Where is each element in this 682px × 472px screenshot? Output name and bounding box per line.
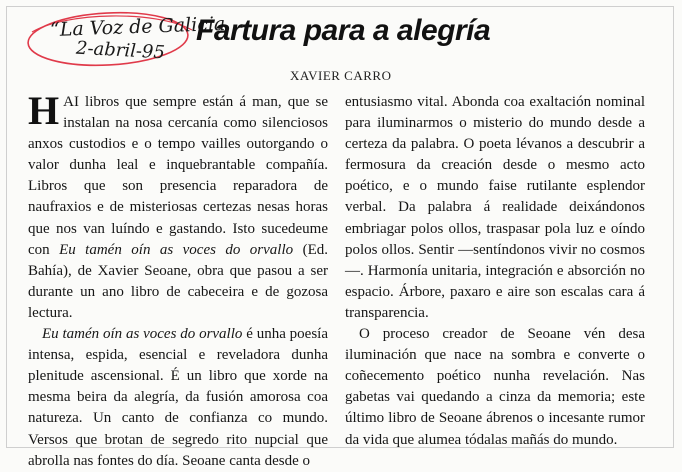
paragraph-text: libros que sempre están á man, que se instalan na nosa cercanía como silenciosos anxos custodios e o tempo vailles outorgando o valor dunha leal e inquebrantable compañía. Libros que son presencia reparadora de naufraxios e de misteriosas certezas nesas horas que nos van luíndo e gastando. Isto sucedeume con [28,94,328,258]
drop-cap: H [28,88,60,133]
article-headline: Fartura para a alegría [196,14,491,47]
paragraph [28,88,328,324]
handwritten-annotation [26,10,226,66]
paragraph-text: é unha poesía intensa, espida, esencial e reveladora dunha plenitude ascensional. É un libro que xorde na mesma beira da alegría, da fusión amorosa coa natureza. Un canto de confianza co mundo. Versos que brotan de segredo rito nupcial que abrolla nas fontes do día. Seoane canta desde o [28,326,329,469]
book-title: Eu tamén oín as voces do orvallo [42,326,243,343]
book-title: Eu tamén oín as voces do orvallo [59,241,294,258]
article-column-left [28,88,329,472]
article-byline: XAVIER CARRO [290,68,392,83]
handwritten-source: “La Voz de Galicia [49,12,226,42]
lead-word: AI [63,94,79,110]
paragraph-text: (Ed. Bahía), de Xavier Seoane, obra que pasou a ser durante un ano libro de cabeceira e de gozosa lectura. [28,241,328,321]
paragraph: O proceso creador de Seoane vén desa iluminación que nace na sombra e converte o coñecemento poético nunha revelación. Nas gabetas vai quedando a cinza da memoria; este último libro de Seoane ábrenos o incesante rumor da vida que alumea tódalas mañás do mundo. [345,326,645,448]
paragraph [28,324,328,472]
article-column-right [345,92,645,451]
paragraph: entusiasmo vital. Abonda coa exaltación nominal para iluminarmos o misterio do mundo desde a certeza da palabra. O poeta lévanos a descubrir a fermosura da creación desde o mesmo acto poético, e o mundo faise rutilante esplendor verbal. Da palabra á realidade deixándonos embriagar polos ollos, traspasar pola luz e oíndo polos ollos. Sentir —sentíndonos vivir no cosmos—. Harmonía unitaria, integración e absorción no espacio. Árbore, paxaro e aire son escalas cara á transparencia. [345,94,645,321]
handwritten-date: 2-abril-95 [75,37,166,64]
